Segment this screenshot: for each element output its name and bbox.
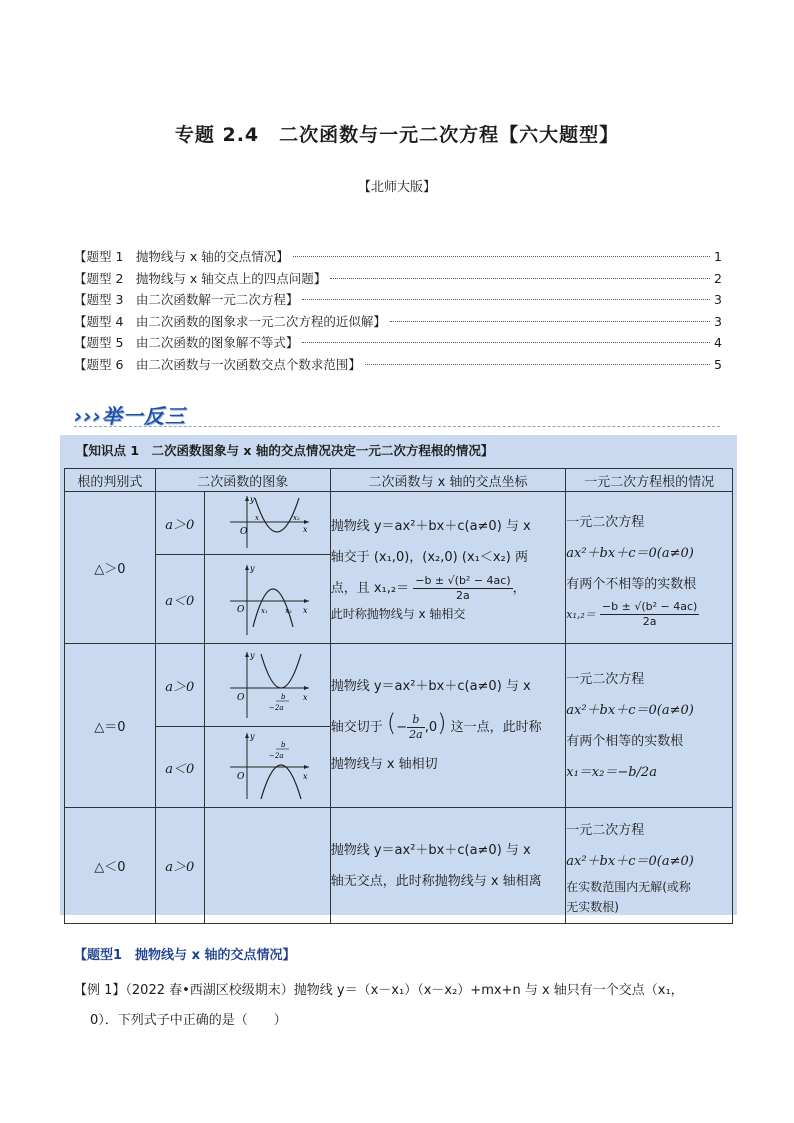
example-line: 【例 1】（2022 春•西湖区校级期末）抛物线 y＝（x－x₁）（x－x₂）+mx+n 与 x 轴只有一个交点（x₁， [74, 983, 684, 998]
svg-text:x₂: x₂ [284, 607, 292, 615]
section-banner [74, 400, 720, 430]
roots-cell: 一元二次方程 ax²＋bx＋c＝0(a≠0) 在实数范围内无解(或称 无实数根) [566, 808, 733, 924]
banner-divider [74, 426, 720, 427]
svg-text:y: y [249, 651, 255, 660]
toc-item[interactable]: 【题型 4 由二次函数的图象求一元二次方程的近似解】 3 [74, 313, 722, 329]
svg-text:x: x [302, 772, 308, 781]
toc-item[interactable]: 【题型 2 抛物线与 x 轴交点上的四点问题】 2 [74, 270, 722, 286]
table-header-row [65, 469, 733, 492]
graph-cell [204, 555, 330, 644]
root-formula: $\frac{\text{−b ± √(b² − 4ac)}}{2a}$ [601, 599, 698, 628]
a-sign-cell: a＜0 [155, 555, 204, 644]
vertex-formula: $\frac{b}{2a}$ [409, 713, 423, 741]
svg-text:O: O [236, 605, 245, 615]
svg-text:O: O [236, 772, 245, 782]
table-row [65, 644, 733, 727]
parabola-up-two-roots-graph [205, 492, 329, 550]
graph-cell [204, 644, 330, 727]
knowledge-header: 【知识点 1 二次函数图象与 x 轴的交点情况决定一元二次方程根的情况】 [76, 443, 494, 458]
discriminant-cell: △＜0 [65, 808, 156, 924]
example-line: 0）．下列式子中正确的是（ ） [90, 1013, 287, 1028]
svg-text:−2a: −2a [268, 752, 284, 760]
table-of-contents [74, 247, 722, 376]
a-sign-cell: a＜0 [155, 727, 204, 808]
roots-cell: 一元二次方程 ax²＋bx＋c＝0(a≠0) 有两个不相等的实数根 x₁,₂＝ $\frac{\text{−b ± √(b² − 4ac)}}{2a}$ [566, 492, 733, 644]
svg-text:x₂: x₂ [292, 514, 300, 522]
toc-item[interactable]: 【题型 6 由二次函数与一次函数交点个数求范围】 5 [74, 356, 722, 372]
svg-text:x: x [254, 514, 259, 522]
svg-text:x: x [302, 606, 308, 615]
intersection-cell: 抛物线 y＝ax²＋bx＋c(a≠0) 与 x 轴交切于 (− $\frac{b}{2a}$ ,0) 这一点，此时称 抛物线与 x 轴相切 [330, 644, 566, 808]
intersection-cell: 抛物线 y＝ax²＋bx＋c(a≠0) 与 x 轴交于 (x₁,0)，(x₂,0) (x₁＜x₂) 两 点，且 x₁,₂＝ $\frac{\text{−b ± √(b² − 4ac)}}{2a}$ ， 此时称抛物线与 x 轴相交 [330, 492, 566, 644]
intersection-cell: 抛物线 y＝ax²＋bx＋c(a≠0) 与 x 轴无交点，此时称抛物线与 x 轴相离 [330, 808, 566, 924]
toc-item[interactable]: 【题型 5 由二次函数的图象解不等式】 4 [74, 335, 722, 350]
roots-cell: 一元二次方程 ax²＋bx＋c＝0(a≠0) 有两个相等的实数根 x₁＝x₂＝−b/2a [566, 644, 733, 808]
graph-cell [204, 727, 330, 808]
svg-text:O: O [239, 527, 248, 537]
knowledge-box [60, 435, 737, 915]
svg-text:x: x [302, 693, 308, 702]
svg-text:y: y [249, 495, 255, 504]
knowledge-table [64, 468, 733, 924]
table-row [65, 492, 733, 555]
example-question [74, 976, 724, 1036]
a-sign-cell: a＞0 [155, 644, 204, 727]
section-title: 【题型1 抛物线与 x 轴的交点情况】 [74, 948, 296, 963]
banner-text: ›››举一反三 [74, 404, 186, 428]
svg-text:−2a: −2a [268, 704, 284, 712]
parabola-down-two-roots-graph [205, 555, 329, 639]
page-subtitle: 【北师大版】 [357, 180, 436, 195]
table-row [65, 808, 733, 924]
toc-item[interactable]: 【题型 1 抛物线与 x 轴的交点情况】 1 [74, 249, 722, 264]
svg-text:O: O [236, 693, 245, 703]
parabola-down-tangent-graph [205, 727, 329, 803]
page-title: 专题 2.4 二次函数与一元二次方程【六大题型】 [174, 124, 620, 146]
a-sign-cell: a＞0 [155, 492, 204, 555]
col-header: 一元二次方程根的情况 [566, 469, 733, 492]
discriminant-cell: △＝0 [65, 644, 156, 808]
svg-text:x: x [302, 525, 308, 534]
toc-item[interactable]: 【题型 3 由二次函数解一元二次方程】 3 [74, 292, 722, 307]
col-header: 二次函数与 x 轴的交点坐标 [330, 469, 566, 492]
a-sign-cell: a＞0 [155, 808, 204, 924]
svg-text:x₁: x₁ [260, 607, 268, 615]
svg-text:y: y [249, 732, 255, 741]
svg-text:b: b [280, 693, 286, 701]
col-header: 二次函数的图象 [155, 469, 330, 492]
col-header: 根的判别式 [65, 469, 156, 492]
graph-cell-empty [204, 808, 330, 924]
root-formula: $\frac{\text{−b ± √(b² − 4ac)}}{2a}$ [415, 574, 511, 602]
parabola-up-tangent-graph [205, 644, 329, 722]
svg-text:b: b [280, 741, 286, 749]
svg-text:y: y [249, 564, 255, 573]
graph-cell [204, 492, 330, 555]
discriminant-cell: △＞0 [65, 492, 156, 644]
